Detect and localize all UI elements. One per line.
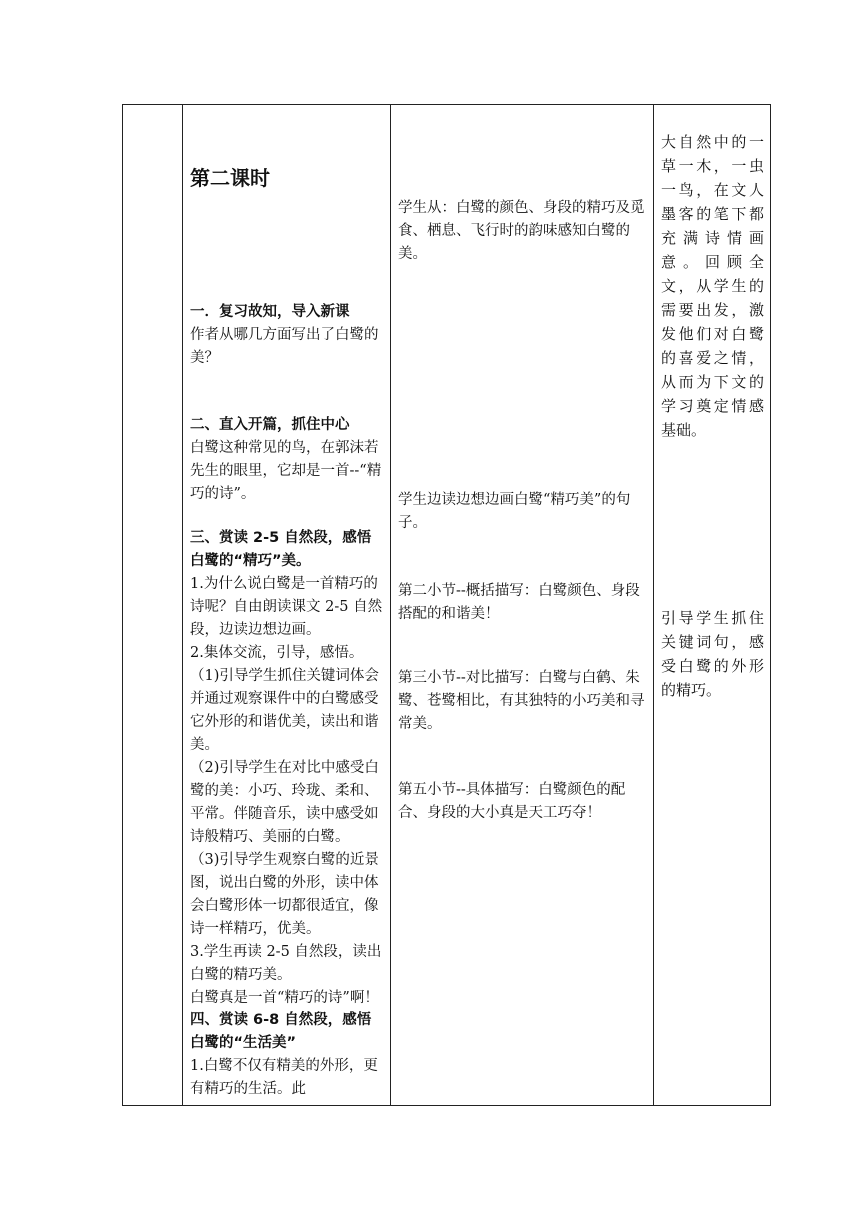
- part1-text: 作者从哪几方面写出了白鹭的美？: [190, 327, 379, 366]
- student-activity-cell: [391, 105, 654, 1106]
- part3-item-6: 3.学生再读 2-5 自然段，读出白鹭的精巧美。: [190, 944, 382, 983]
- part2-heading: 二、直入开篇，抓住中心: [190, 417, 350, 433]
- part1-heading: 一．复习故知，导入新课: [190, 304, 350, 320]
- part2-text: 白鹭这种常见的鸟，在郭沫若先生的眼里，它却是一首--“精巧的诗”。: [190, 440, 382, 502]
- part3-heading: 三、赏读 2-5 自然段，感悟白鹭的“精巧”美。: [190, 530, 372, 569]
- section-title: 第二课时: [190, 166, 270, 190]
- activity-5: 第五小节--具体描写：白鹭颜色的配合、身段的大小真是天工巧夺！: [398, 782, 626, 821]
- activity-2: 学生边读边想边画白鹭“精巧美”的句子。: [398, 492, 631, 531]
- part1-block: [190, 301, 384, 370]
- empty-left-column: [123, 105, 183, 1106]
- activity-1: 学生从：白鹭的颜色、身段的精巧及觅食、栖息、飞行时的韵味感知白鹭的美。: [398, 200, 645, 262]
- part3-item-7: 白鹭真是一首“精巧的诗”啊！: [190, 990, 379, 1006]
- part3-item-4: （2)引导学生在对比中感受白鹭的美：小巧、玲珑、柔和、平常。伴随音乐，读中感受如诗般精巧、美丽的白鹭。: [190, 760, 379, 845]
- part3-item-5: （3)引导学生观察白鹭的近景图，说出白鹭的外形，读中体会白鹭形体一切都很适宜，像诗一样精巧，优美。: [190, 852, 379, 937]
- activity-3: 第二小节--概括描写：白鹭颜色、身段搭配的和谐美！: [398, 583, 640, 622]
- part3-block: [190, 527, 384, 1010]
- part2-block: [190, 414, 384, 506]
- teaching-process-cell: [183, 105, 391, 1106]
- part4-heading: 四、赏读 6-8 自然段，感悟白鹭的“生活美”: [190, 1012, 372, 1051]
- part4-block: [190, 1009, 384, 1101]
- design-intent-cell: [654, 105, 771, 1106]
- activity-4: 第三小节--对比描写：白鹭与白鹤、朱鹭、苍鹭相比，有其独特的小巧美和寻常美。: [398, 670, 645, 732]
- lesson-plan-table: [122, 104, 771, 1106]
- part3-item-2: 2.集体交流，引导，感悟。: [190, 645, 364, 661]
- design-note-2: 引导学生抓住关键词句，感受白鹭的外形的精巧。: [661, 609, 764, 699]
- design-note-1: 大自然中的一草一木，一虫一鸟，在文人墨客的笔下都充满诗情画意。回顾全文，从学生的需要出发，激发他们对白鹭的喜爱之情，从而为下文的学习奠定情感基础。: [661, 133, 764, 439]
- part3-item-3: （1)引导学生抓住关键词体会并通过观察课件中的白鹭感受它外形的和谐优美，读出和谐美。: [190, 668, 379, 753]
- part3-item-1: 1.为什么说白鹭是一首精巧的诗呢？自由朗读课文 2-5 自然段，边读边想边画。: [190, 576, 383, 638]
- part4-text: 1.白鹭不仅有精美的外形，更有精巧的生活。此: [190, 1058, 378, 1097]
- table-row: [123, 105, 771, 1106]
